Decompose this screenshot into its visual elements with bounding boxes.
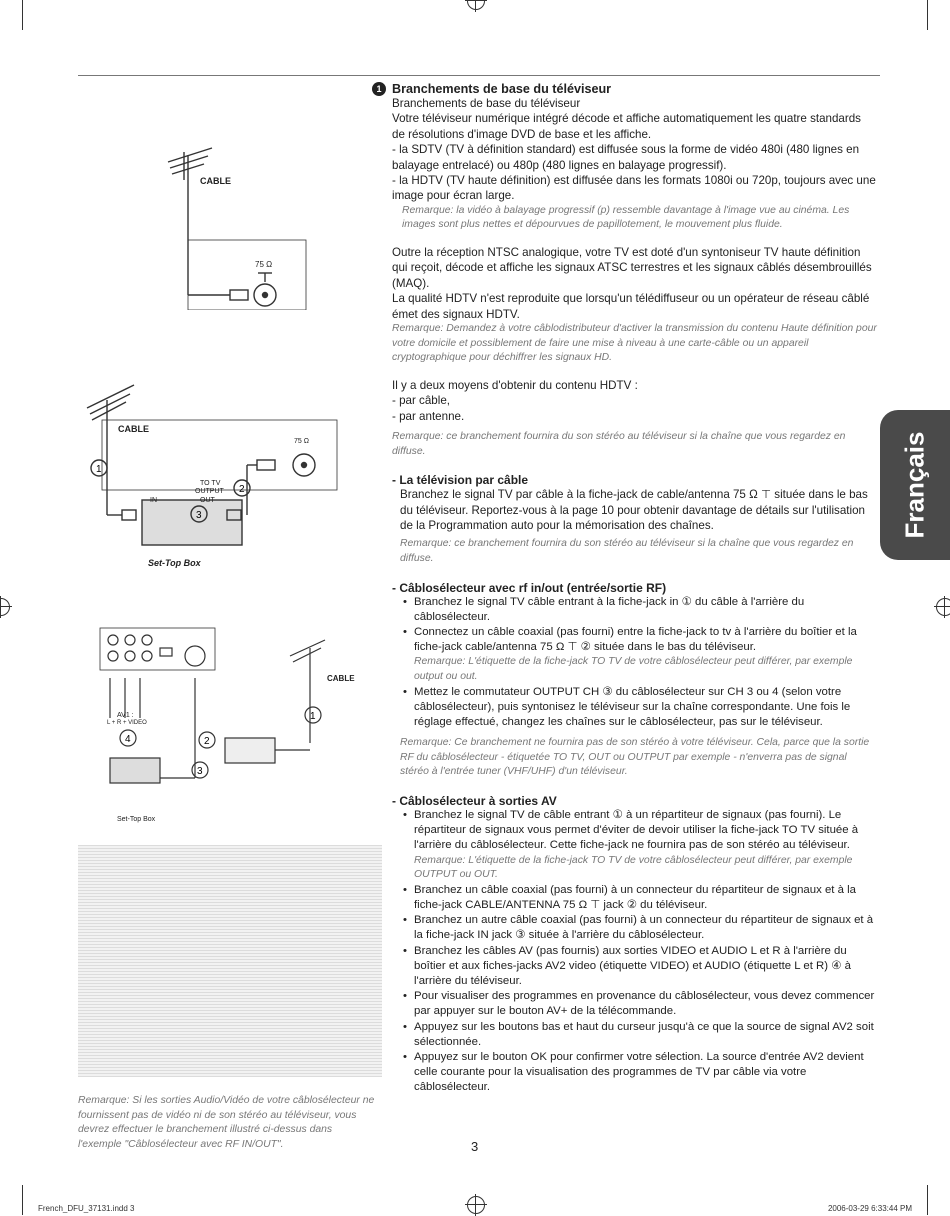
fig2-to-tv-label: TO TV: [200, 480, 221, 487]
figure-settop-av: [95, 618, 385, 828]
list-item: • Pour visualiser des programmes en provenance du câblosélecteur, vous devez commencer par appuyer sur le bouton AV+ de la télécommande.: [414, 989, 877, 1019]
sdtv-text: - la SDTV (TV à définition standard) est diffusée sous la forme de vidéo 480i (480 lignes en balayage entrelacé) ou 480p (480 lignes en balayage progressif).: [392, 143, 860, 172]
cable-tv-body: Branchez le signal TV par câble à la fiche-jack de cable/antenna 75 Ω ⊤ située dans le bas du téléviseur. Reportez-vous à la page 10 pour obtenir davantage de détails sur l'utilisation de la Programmation auto pour la mémorisation des chaînes.: [400, 488, 868, 533]
list-item: • Branchez un autre câble coaxial (pas fourni) à un connecteur du répartiteur de signaux et à la fiche-jack IN jack ③ située à l'arrière du câblosélecteur.: [414, 913, 877, 943]
fig3-caption: Set-Top Box: [117, 816, 156, 823]
rf-box-heading: - Câblosélecteur avec rf in/out (entrée/sortie RF): [392, 580, 667, 595]
rf-box-list: [392, 595, 877, 731]
fig2-caption: Set-Top Box: [148, 558, 201, 568]
crop-mark: [927, 1185, 928, 1215]
note-progressive: Remarque: la vidéo à balayage progressif (p) ressemble davantage à l'image vue au cinéma. Les images sont plus nettes et dépourvues de papillotement, le mouvement plus fluide.: [402, 204, 850, 231]
crop-mark: [22, 0, 23, 30]
list-item: • Appuyez sur le bouton OK pour confirmer votre sélection. La source d'entrée AV2 devient celle courante pour la visualisation des programmes de TV par câble via votre câblosélecteur.: [414, 1050, 877, 1096]
svg-text:2: 2: [239, 484, 245, 495]
fig2-ohm-label: 75 Ω: [294, 438, 309, 445]
hdtv-text: - la HDTV (TV haute définition) est diffusée dans les formats 1080i ou 720p, toujours avec une image pour écran large.: [392, 174, 876, 203]
fig2-in-label: IN: [150, 497, 157, 504]
intro-text: Votre téléviseur numérique intégré décode et affiche automatiquement les quatre standards de résolutions d'image DVD de base et les affiche.: [392, 112, 861, 141]
top-rule: [78, 75, 880, 76]
section-subtitle: Branchements de base du téléviseur: [392, 97, 581, 110]
fig2-out-label: OUT: [200, 497, 215, 504]
svg-text:1: 1: [96, 464, 102, 475]
cable-tv-note: Remarque: ce branchement fournira du son stéréo au téléviseur si la chaîne que vous regardez en diffuse.: [400, 538, 854, 565]
figure-cable-direct: [140, 140, 310, 310]
fig1-ohm-label: 75 Ω: [255, 260, 273, 269]
hdtv-quality-text: La qualité HDTV n'est reproduite que lorsqu'un télédiffuseur ou un opérateur de réseau câblé émet des signaux HDTV.: [392, 292, 870, 321]
halftone-image: [78, 845, 382, 1077]
cable-direct-diagram: [140, 140, 310, 310]
crop-mark: [927, 0, 928, 30]
registration-mark-right: [936, 598, 950, 616]
hdtv-ways-text: Il y a deux moyens d'obtenir du contenu HDTV :: [392, 378, 638, 392]
main-column: [372, 82, 877, 1096]
av-box-heading: - Câblosélecteur à sorties AV: [392, 794, 557, 809]
section-title: Branchements de base du téléviseur: [392, 82, 612, 96]
list-item: • Appuyez sur les boutons bas et haut du curseur jusqu'à ce que la source de signal AV2 soit sélectionnée.: [414, 1020, 877, 1050]
svg-text:1: 1: [310, 711, 316, 722]
svg-text:3: 3: [197, 766, 203, 777]
fig3-cable-label: CABLE: [327, 674, 355, 683]
svg-text:4: 4: [125, 734, 131, 745]
av-box-item-note: Remarque: L'étiquette de la fiche-jack TO TV de votre câblosélecteur peut différer, par exemple OUTPUT ou OUT.: [414, 854, 853, 881]
cable-tv-heading: - La télévision par câble: [392, 473, 529, 488]
language-tab: [880, 410, 950, 560]
av-box-list: [392, 808, 877, 1096]
svg-text:2: 2: [204, 736, 210, 747]
section-number-badge: 1: [372, 82, 386, 96]
note-stereo: Remarque: ce branchement fournira du son stéréo au téléviseur si la chaîne que vous regardez en diffuse.: [392, 431, 846, 457]
list-item: • Connectez un câble coaxial (pas fourni) entre la fiche-jack to tv à l'arrière du boîtier et la fiche-jack cable/antenna 75 Ω ⊤ ② située dans le bas du téléviseur.: [414, 625, 877, 655]
fig2-cable-label: CABLE: [118, 424, 149, 434]
list-item: • Branchez un câble coaxial (pas fourni) à un connecteur du répartiteur de signaux et à la fiche-jack CABLE/ANTENNA 75 Ω ⊤ jack ② du téléviseur.: [414, 883, 877, 913]
fig1-cable-label: CABLE: [200, 176, 231, 186]
list-item: • Mettez le commutateur OUTPUT CH ③ du câblosélecteur sur CH 3 ou 4 (selon votre câblosélecteur), puis syntonisez le téléviseur sur la chaîne correspondante. Une fois le réglage effectué, changez les chaînes sur le câblosélecteur, pas sur le téléviseur.: [414, 685, 877, 731]
section-heading: [372, 82, 877, 96]
footer-date: 2006-03-29 6:33:44 PM: [827, 1204, 912, 1213]
note-cable-provider: Remarque: Demandez à votre câblodistributeur d'activer la transmission du contenu Haute définition pour votre domicile et possiblement de faire une mise à niveau à une carte-câble ou un appareil cryptographique pour déchiffrer les signaux HD.: [392, 323, 877, 364]
fig3-av1-label: AV1 :: [117, 712, 134, 719]
hdtv-way-cable: - par câble,: [392, 394, 450, 408]
registration-mark-top: [467, 0, 485, 10]
crop-mark: [22, 1185, 23, 1215]
language-tab-label: Français: [899, 431, 930, 539]
registration-mark-left: [0, 598, 10, 616]
footer-file: French_DFU_37131.indd 3: [38, 1204, 135, 1213]
hdtv-way-antenna: - par antenne.: [392, 409, 465, 423]
left-note: Remarque: Si les sorties Audio/Vidéo de votre câblosélecteur ne fournissent pas de vidéo ni de son stéréo au téléviseur, vous devrez effectuer le branchement illustré ci-dessus dans l'exemple "Câblosélecteur avec RF IN/OUT".: [78, 1095, 375, 1150]
rf-box-item-note: Remarque: L'étiquette de la fiche-jack TO TV de votre câblosélecteur peut différer, par exemple output ou out.: [414, 656, 853, 683]
rf-box-note: Remarque: Ce branchement ne fournira pas de son stéréo à votre téléviseur. Cela, parce que la sortie RF du câblosélecteur - étiquetée TO TV, OUT ou OUTPUT par exemple - n'enverra pas de signal stéréo à l'entrée tuner (VHF/UHF) d'un téléviseur.: [400, 737, 870, 778]
registration-mark-bottom: [467, 1196, 485, 1214]
svg-text:3: 3: [196, 510, 202, 521]
list-item: • Branchez le signal TV de câble entrant ① à un répartiteur de signaux (pas fourni). Le répartiteur de signaux vous permet d'éviter de devoir utiliser la fiche-jack TO TV située à l'arrière du câblosélecteur. Cette fiche-jack ne fournira pas de son stéréo au téléviseur.: [414, 808, 877, 854]
page-number: 3: [471, 1139, 479, 1154]
list-item: • Branchez les câbles AV (pas fournis) aux sorties VIDEO et AUDIO L et R à l'arrière du boîtier et aux fiches-jacks AV2 video (étiquette VIDEO) et AUDIO (étiquette L et R) ④ à l'arrière du téléviseur.: [414, 944, 877, 990]
fig3-av1-sub-label: L + R + VIDEO: [107, 720, 147, 726]
figure-settop-rf: [82, 380, 342, 580]
list-item: • Branchez le signal TV câble entrant à la fiche-jack in ① du câble à l'arrière du câblosélecteur.: [414, 595, 877, 625]
ntsc-text: Outre la réception NTSC analogique, votre TV est doté d'un syntoniseur TV haute définition qui reçoit, décode et affiche les signaux ATSC terrestres et les signaux câblés désembrouillés (MAQ).: [392, 246, 872, 290]
fig2-output-label: OUTPUT: [195, 488, 224, 495]
